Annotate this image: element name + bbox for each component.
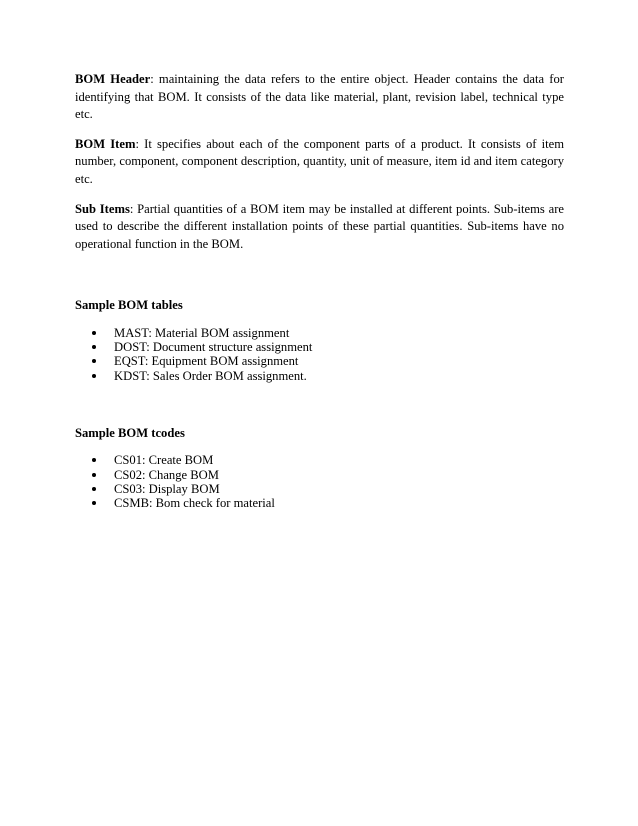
bullet-icon [92,345,96,349]
paragraph-sub-items [75,201,564,254]
spacer [75,383,564,425]
paragraph-bom-item [75,136,564,189]
text-bom-header: : maintaining the data refers to the entire object. Header contains the data for identifying that BOM. It consists of the data like material, plant, revision label, technical type etc. [75,72,564,122]
list-sample-bom-tcodes [75,453,564,510]
list-sample-bom-tables [75,326,564,383]
heading-sample-bom-tcodes: Sample BOM tcodes [75,425,185,440]
list-item-text: KDST: Sales Order BOM assignment. [114,368,307,383]
document-page [75,71,564,510]
bullet-icon [92,487,96,491]
list-item-text: DOST: Document structure assignment [114,340,313,355]
list-item [75,354,564,368]
bullet-icon [92,331,96,335]
list-item [75,326,564,340]
list-item [75,453,564,467]
paragraph-bom-header [75,71,564,124]
list-item [75,482,564,496]
text-bom-item: : It specifies about each of the component parts of a product. It consists of item number, component, component description, quantity, unit of measure, item id and item category etc. [75,136,564,186]
list-item [75,468,564,482]
list-item-text: CS01: Create BOM [114,453,214,468]
list-item-text: CS02: Change BOM [114,467,219,482]
bullet-icon [92,501,96,505]
list-item [75,340,564,354]
list-item [75,496,564,510]
bullet-icon [92,473,96,477]
bullet-icon [92,458,96,462]
list-item-text: CSMB: Bom check for material [114,495,275,510]
list-item-text: MAST: Material BOM assignment [114,325,290,340]
term-bom-item: BOM Item [75,136,136,151]
text-sub-items: : Partial quantities of a BOM item may be installed at different points. Sub-items are used to describe the different installation points of these partial quantities. Sub-items have no operational function in the BOM. [75,201,564,251]
term-sub-items: Sub Items [75,201,130,216]
list-item-text: EQST: Equipment BOM assignment [114,354,299,369]
list-item [75,369,564,383]
bullet-icon [92,359,96,363]
spacer [75,265,564,297]
term-bom-header: BOM Header [75,72,151,86]
list-item-text: CS03: Display BOM [114,481,220,496]
bullet-icon [92,374,96,378]
heading-sample-bom-tables: Sample BOM tables [75,298,183,313]
